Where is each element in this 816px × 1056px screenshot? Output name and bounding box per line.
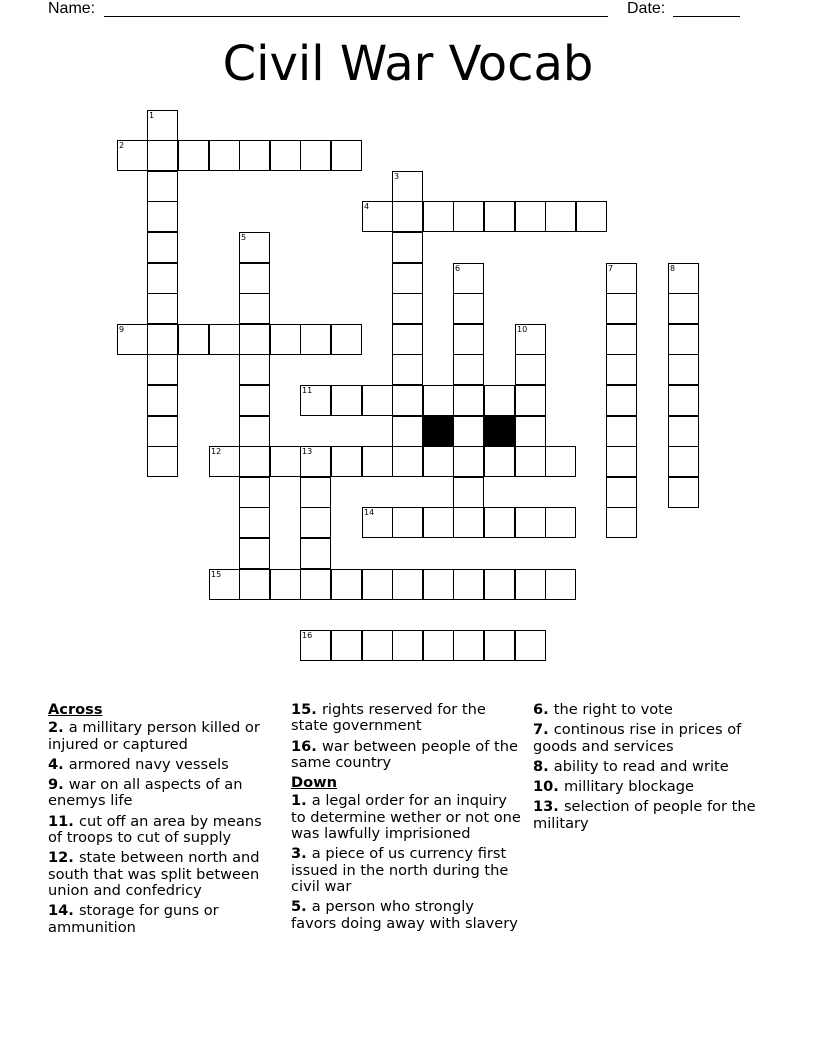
name-label: Name: (48, 0, 96, 17)
crossword-cell[interactable] (484, 446, 515, 477)
crossword-cell[interactable] (270, 140, 301, 171)
crossword-cell[interactable] (668, 385, 699, 416)
crossword-cell[interactable] (331, 140, 362, 171)
clue-num: 4. (48, 755, 69, 773)
clue-text: rights reserved for the state government (291, 701, 486, 735)
crossword-cell[interactable] (147, 232, 178, 263)
crossword-cell[interactable] (147, 293, 178, 324)
across-clue (48, 720, 280, 753)
clue-num: 8. (533, 757, 554, 775)
crossword-cell[interactable] (239, 507, 270, 538)
clue-text: war between people of the same country (291, 737, 518, 771)
crossword-cell[interactable] (239, 385, 270, 416)
crossword-cell[interactable] (270, 569, 301, 600)
crossword-cell[interactable] (453, 293, 484, 324)
clue-column-3 (533, 702, 765, 836)
crossword-cell[interactable] (484, 385, 515, 416)
crossword-cell[interactable] (239, 324, 270, 355)
crossword-cell[interactable] (300, 324, 331, 355)
clue-num: 13. (533, 798, 564, 816)
crossword-cell[interactable] (606, 477, 637, 508)
crossword-cell[interactable] (300, 569, 331, 600)
crossword-cell[interactable] (239, 569, 270, 600)
clue-num: 9. (48, 776, 69, 794)
clue-num: 10. (533, 778, 564, 796)
crossword-cell[interactable] (453, 263, 484, 294)
crossword-cell[interactable] (300, 538, 331, 569)
crossword-cell[interactable] (362, 446, 393, 477)
crossword-cell[interactable] (484, 507, 515, 538)
date-label: Date: (627, 0, 666, 17)
crossword-cell[interactable] (362, 630, 393, 661)
clue-num: 11. (48, 812, 79, 830)
crossword-cell[interactable] (453, 201, 484, 232)
clue-text: selection of people for the military (533, 798, 756, 832)
down-clue (533, 702, 765, 718)
crossword-cell[interactable] (331, 385, 362, 416)
across-clue (291, 739, 523, 772)
crossword-cell[interactable] (300, 477, 331, 508)
crossword-cell[interactable] (515, 507, 546, 538)
clue-num: 15. (291, 701, 322, 718)
across-clues-part-2 (291, 702, 523, 771)
crossword-cell[interactable] (545, 507, 576, 538)
clue-text: a millitary person killed or injured or captured (48, 719, 260, 753)
clue-number: 4 (364, 202, 370, 211)
crossword-cell[interactable] (147, 385, 178, 416)
across-clue (48, 814, 280, 847)
crossword-cell[interactable] (239, 354, 270, 385)
crossword-cell[interactable] (423, 569, 454, 600)
crossword-cell[interactable] (300, 385, 331, 416)
clue-num: 2. (48, 719, 69, 737)
crossword-cell[interactable] (453, 385, 484, 416)
crossword-cell[interactable] (239, 293, 270, 324)
crossword-cell[interactable] (117, 324, 148, 355)
crossword-cell[interactable] (453, 446, 484, 477)
crossword-cell[interactable] (147, 354, 178, 385)
clue-number: 3 (394, 172, 400, 181)
crossword-cell[interactable] (668, 477, 699, 508)
crossword-cell[interactable] (178, 324, 209, 355)
clue-number: 12 (211, 447, 222, 456)
crossword-cell[interactable] (147, 324, 178, 355)
crossword-cell[interactable] (545, 446, 576, 477)
crossword-cell[interactable] (423, 385, 454, 416)
blocked-cell (484, 416, 515, 447)
crossword-cell[interactable] (453, 507, 484, 538)
crossword-cell[interactable] (484, 201, 515, 232)
crossword-cell[interactable] (668, 354, 699, 385)
clue-num: 5. (291, 898, 312, 916)
blocked-cell (423, 416, 454, 447)
crossword-cell[interactable] (147, 446, 178, 477)
clue-text: a legal order for an inquiry to determine wether or not one was lawfully imprisioned (291, 792, 521, 843)
crossword-cell[interactable] (270, 324, 301, 355)
crossword-cell[interactable] (515, 324, 546, 355)
crossword-cell[interactable] (606, 507, 637, 538)
crossword-cell[interactable] (484, 569, 515, 600)
crossword-cell[interactable] (362, 201, 393, 232)
clue-number: 10 (517, 325, 528, 334)
crossword-cell[interactable] (515, 630, 546, 661)
crossword-cell[interactable] (453, 354, 484, 385)
crossword-cell[interactable] (606, 385, 637, 416)
clue-number: 13 (302, 447, 313, 456)
crossword-cell[interactable] (606, 354, 637, 385)
crossword-cell[interactable] (392, 385, 423, 416)
crossword-cell[interactable] (392, 201, 423, 232)
page-title: Civil War Vocab (222, 36, 594, 92)
crossword-cell[interactable] (117, 140, 148, 171)
crossword-cell[interactable] (668, 263, 699, 294)
clue-text: storage for guns or ammunition (48, 902, 219, 936)
crossword-cell[interactable] (270, 446, 301, 477)
clue-number: 14 (364, 508, 375, 517)
clue-num: 3. (291, 845, 312, 863)
crossword-cell[interactable] (453, 630, 484, 661)
crossword-cell[interactable] (606, 324, 637, 355)
down-clue (291, 899, 523, 932)
down-heading: Down (291, 774, 338, 792)
crossword-cell[interactable] (423, 507, 454, 538)
crossword-cell[interactable] (331, 630, 362, 661)
crossword-cell[interactable] (209, 324, 240, 355)
crossword-cell[interactable] (515, 354, 546, 385)
crossword-cell[interactable] (515, 416, 546, 447)
clue-num: 12. (48, 849, 79, 867)
crossword-cell[interactable] (147, 416, 178, 447)
down-clue (533, 779, 765, 795)
crossword-cell[interactable] (239, 232, 270, 263)
crossword-cell[interactable] (300, 630, 331, 661)
crossword-cell[interactable] (362, 569, 393, 600)
across-clue (48, 757, 280, 773)
clue-list (48, 702, 768, 982)
crossword-cell[interactable] (423, 201, 454, 232)
crossword-cell[interactable] (239, 477, 270, 508)
crossword-cell[interactable] (209, 140, 240, 171)
clue-num: 16. (291, 737, 322, 755)
across-clue (48, 777, 280, 810)
crossword-cell[interactable] (545, 201, 576, 232)
crossword-cell[interactable] (300, 446, 331, 477)
crossword-cell[interactable] (668, 293, 699, 324)
down-clue (533, 799, 765, 832)
clue-text: state between north and south that was split between union and confedricy (48, 849, 260, 899)
clue-text: millitary blockage (563, 778, 694, 796)
clue-number: 15 (211, 570, 222, 579)
crossword-cell[interactable] (392, 171, 423, 202)
crossword-cell[interactable] (515, 385, 546, 416)
crossword-cell[interactable] (606, 293, 637, 324)
crossword-cell[interactable] (147, 110, 178, 141)
clue-num: 6. (533, 701, 554, 718)
crossword-cell[interactable] (668, 324, 699, 355)
crossword-cell[interactable] (453, 416, 484, 447)
crossword-cell[interactable] (147, 171, 178, 202)
across-clues-part-1 (48, 720, 280, 936)
crossword-cell[interactable] (331, 569, 362, 600)
down-clue (291, 846, 523, 895)
down-clue (533, 759, 765, 775)
crossword-cell[interactable] (239, 140, 270, 171)
crossword-cell[interactable] (362, 507, 393, 538)
clue-text: a piece of us currency first issued in the north during the civil war (291, 845, 509, 895)
crossword-cell[interactable] (209, 446, 240, 477)
down-clue (533, 722, 765, 755)
crossword-cell[interactable] (239, 263, 270, 294)
crossword-cell[interactable] (484, 630, 515, 661)
clue-number: 2 (119, 141, 125, 150)
crossword-cell[interactable] (453, 569, 484, 600)
crossword-cell[interactable] (300, 507, 331, 538)
clue-number: 7 (608, 264, 614, 273)
clue-number: 6 (455, 264, 461, 273)
crossword-cell[interactable] (147, 140, 178, 171)
crossword-cell[interactable] (147, 263, 178, 294)
crossword-cell[interactable] (392, 232, 423, 263)
crossword-cell[interactable] (331, 324, 362, 355)
clue-text: the right to vote (553, 701, 673, 718)
crossword-cell[interactable] (606, 416, 637, 447)
crossword-cell[interactable] (392, 293, 423, 324)
across-clue (48, 850, 280, 899)
crossword-cell[interactable] (392, 416, 423, 447)
crossword-cell[interactable] (545, 569, 576, 600)
clue-text: war on all aspects of an enemys life (48, 776, 243, 810)
crossword-cell[interactable] (147, 201, 178, 232)
crossword-cell[interactable] (668, 416, 699, 447)
clue-number: 16 (302, 631, 313, 640)
crossword-cell[interactable] (392, 354, 423, 385)
crossword-cell[interactable] (453, 324, 484, 355)
crossword-cell[interactable] (239, 416, 270, 447)
clue-column-1 (48, 702, 280, 940)
crossword-cell[interactable] (668, 446, 699, 477)
crossword-cell[interactable] (515, 569, 546, 600)
clue-number: 1 (149, 111, 155, 120)
crossword-cell[interactable] (239, 538, 270, 569)
down-clues-part-1 (291, 793, 523, 931)
crossword-cell[interactable] (392, 569, 423, 600)
clue-num: 14. (48, 902, 79, 920)
clue-text: continous rise in prices of goods and services (533, 721, 742, 755)
crossword-cell[interactable] (576, 201, 607, 232)
crossword-cell[interactable] (423, 446, 454, 477)
crossword-cell[interactable] (392, 263, 423, 294)
crossword-cell[interactable] (392, 324, 423, 355)
clue-number: 8 (670, 264, 676, 273)
crossword-cell[interactable] (392, 507, 423, 538)
crossword-cell[interactable] (300, 140, 331, 171)
across-heading: Across (48, 701, 103, 718)
crossword-cell[interactable] (515, 201, 546, 232)
across-clue (291, 702, 523, 735)
down-clue (291, 793, 523, 842)
clue-num: 1. (291, 792, 312, 810)
crossword-cell[interactable] (392, 446, 423, 477)
crossword-cell[interactable] (331, 446, 362, 477)
across-clue (48, 903, 280, 936)
clue-number: 11 (302, 386, 313, 395)
crossword-cell[interactable] (515, 446, 546, 477)
clue-number: 5 (241, 233, 247, 242)
crossword-cell[interactable] (606, 263, 637, 294)
crossword-cell[interactable] (178, 140, 209, 171)
clue-num: 7. (533, 721, 554, 739)
crossword-cell[interactable] (362, 385, 393, 416)
clue-column-2 (291, 702, 523, 936)
crossword-cell[interactable] (239, 446, 270, 477)
crossword-cell[interactable] (209, 569, 240, 600)
crossword-cell[interactable] (423, 630, 454, 661)
crossword-cell[interactable] (453, 477, 484, 508)
clue-text: a person who strongly favors doing away with slavery (291, 898, 518, 932)
clue-number: 9 (119, 325, 125, 334)
clue-text: cut off an area by means of troops to cut of supply (48, 812, 262, 847)
crossword-cell[interactable] (392, 630, 423, 661)
clue-text: armored navy vessels (68, 755, 229, 773)
clue-text: ability to read and write (553, 757, 729, 775)
crossword-cell[interactable] (606, 446, 637, 477)
down-clues-part-2 (533, 702, 765, 832)
